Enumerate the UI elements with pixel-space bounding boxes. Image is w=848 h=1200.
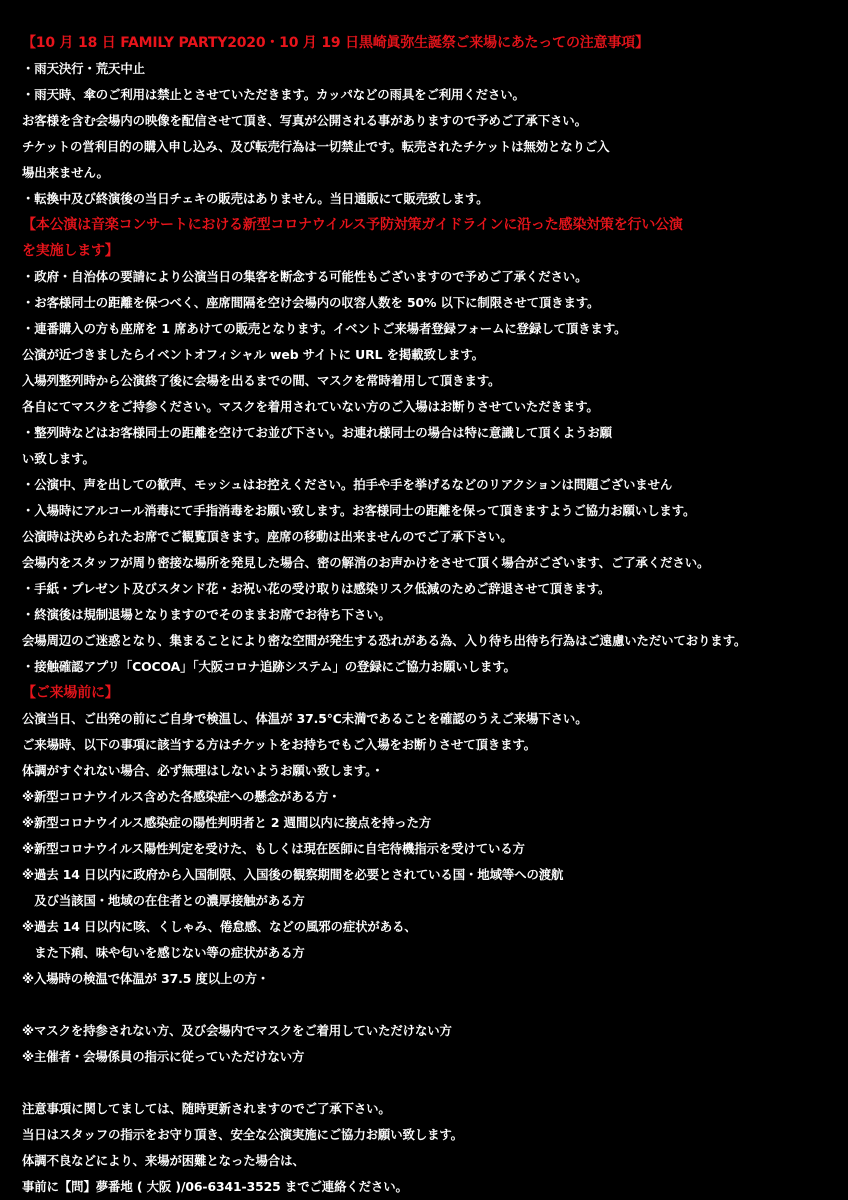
covid-line: ・終演後は規制退場となりますのでそのままお席でお待ち下さい。 (22, 607, 391, 622)
spacer (22, 1070, 834, 1096)
covid-line: ・連番購入の方も座席を 1 席あけての販売となります。イベントご来場者登録フォームに登録して頂きます。 (22, 321, 627, 336)
covid-line: 各自にてマスクをご持参ください。マスクを着用されていない方のご入場はお断りさせていただきます。 (22, 399, 599, 414)
before-line: 体調がすぐれない場合、必ず無理はしないようお願い致します。・ (22, 763, 384, 778)
before-line: ※過去 14 日以内に政府から入国制限、入国後の観察期間を必要とされている国・地域等への渡航 (22, 867, 564, 882)
general-line: チケットの営利目的の購入申し込み、及び転売行為は一切禁止です。転売されたチケットは無効となりご入 (22, 139, 610, 154)
covid-line: ・入場時にアルコール消毒にて手指消毒をお願い致します。お客様同士の距離を保って頂きますようご協力お願いします。 (22, 503, 696, 518)
closing-line: 当日はスタッフの指示をお守り頂き、安全な公演実施にご協力お願い致します。 (22, 1127, 463, 1142)
covid-line: 会場周辺のご迷惑となり、集まることにより密な空間が発生する恐れがある為、入り待ち出待ち行為はご遠慮いただいております。 (22, 633, 747, 648)
closing-line: 体調不良などにより、来場が困難となった場合は、 (22, 1153, 305, 1168)
covid-line: 入場列整列時から公演終了後に会場を出るまでの間、マスクを常時着用して頂きます。 (22, 373, 501, 388)
before-line: ※新型コロナウイルス感染症の陽性判明者と 2 週間以内に接点を持った方 (22, 815, 432, 830)
covid-line: ・お客様同士の距離を保つべく、座席間隔を空け会場内の収容人数を 50% 以下に制限させて頂きます。 (22, 295, 600, 310)
notice-heading: 【10 月 18 日 FAMILY PARTY2020・10 月 19 日黒崎眞弥生誕祭ご来場にあたっての注意事項】 (22, 35, 649, 51)
before-line: ご来場時、以下の事項に該当する方はチケットをお持ちでもご入場をお断りさせて頂きます。 (22, 737, 536, 752)
covid-line: ・手紙・プレゼント及びスタンド花・お祝い花の受け取りは感染リスク低減のためご辞退させて頂きます。 (22, 581, 611, 596)
before-line: また下痢、味や匂いを感じない等の症状がある方 (22, 945, 305, 960)
general-line: ・雨天時、傘のご利用は禁止とさせていただきます。カッパなどの雨具をご利用ください。 (22, 87, 525, 102)
contact-line: 事前に【問】夢番地 ( 大阪 )/06-6341-3525 までご連絡ください。 (22, 1179, 408, 1194)
before-line: ※新型コロナウイルス含めた各感染症への懸念がある方・ (22, 789, 341, 804)
covid-heading: を実施します】 (22, 243, 119, 259)
covid-line: 公演が近づきましたらイベントオフィシャル web サイトに URL を掲載致します。 (22, 347, 484, 362)
covid-line: 会場内をスタッフが周り密接な場所を発見した場合、密の解消のお声かけをさせて頂く場合がございます、ご了承ください。 (22, 555, 710, 570)
general-line: ・雨天決行・荒天中止 (22, 61, 145, 76)
covid-line: い致します。 (22, 451, 95, 466)
covid-line: 公演時は決められたお席でご観覧頂きます。座席の移動は出来ませんのでご了承下さい。 (22, 529, 513, 544)
covid-line: ・公演中、声を出しての歓声、モッシュはお控えください。拍手や手を挙げるなどのリアクションは問題ございません (22, 477, 673, 492)
notice-document (22, 30, 834, 1200)
before-heading: 【ご来場前に】 (22, 685, 119, 701)
refusal-line: ※主催者・会場係員の指示に従っていただけない方 (22, 1049, 305, 1064)
closing-line: 注意事項に関してましては、随時更新されますのでご了承下さい。 (22, 1101, 391, 1116)
refusal-line: ※マスクを持参されない方、及び会場内でマスクをご着用していただけない方 (22, 1023, 452, 1038)
before-line: ※過去 14 日以内に咳、くしゃみ、倦怠感、などの風邪の症状がある、 (22, 919, 417, 934)
before-line: ※入場時の検温で体温が 37.5 度以上の方・ (22, 971, 270, 986)
covid-line: ・接触確認アプリ「COCOA」「大阪コロナ追跡システム」の登録にご協力お願いします。 (22, 659, 516, 674)
covid-line: ・整列時などはお客様同士の距離を空けてお並び下さい。お連れ様同士の場合は特に意識して頂くようお願 (22, 425, 612, 440)
spacer (22, 992, 834, 1018)
before-line: ※新型コロナウイルス陽性判定を受けた、もしくは現在医師に自宅待機指示を受けている方 (22, 841, 525, 856)
general-line: ・転換中及び終演後の当日チェキの販売はありません。当日通販にて販売致します。 (22, 191, 489, 206)
before-line: 及び当該国・地域の在住者との濃厚接触がある方 (22, 893, 305, 908)
general-line: 場出来ません。 (22, 165, 109, 180)
before-line: 公演当日、ご出発の前にご自身で検温し、体温が 37.5℃未満であることを確認のうえご来場下さい。 (22, 711, 588, 726)
covid-heading: 【本公演は音楽コンサートにおける新型コロナウイルス予防対策ガイドラインに沿った感染対策を行い公演 (22, 217, 683, 233)
general-line: お客様を含む会場内の映像を配信させて頂き、写真が公開される事がありますので予めご了承下さい。 (22, 113, 587, 128)
covid-line: ・政府・自治体の要請により公演当日の集客を断念する可能性もございますので予めご了承ください。 (22, 269, 588, 284)
